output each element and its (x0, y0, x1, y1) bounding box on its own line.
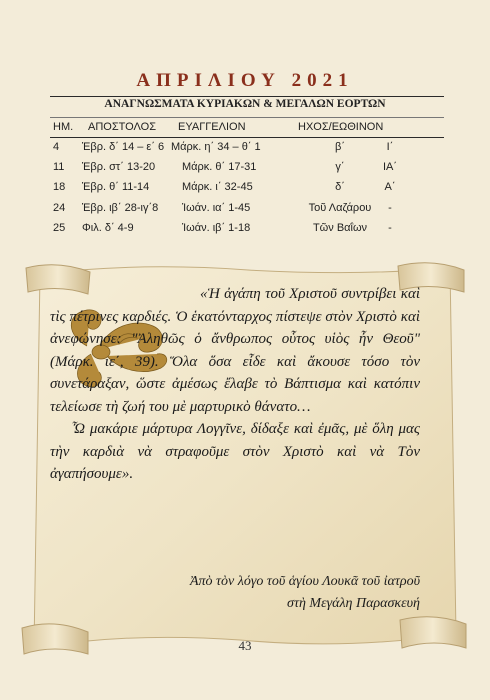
cell-evangelion: Ἰωάν. ιβ΄ 1-18 (182, 222, 251, 234)
cell-day: 11 (53, 161, 65, 173)
cell-apostolos: Ἑβρ. θ΄ 11-14 (82, 181, 150, 193)
cell-apostolos: Ἑβρ. στ΄ 13-20 (82, 161, 156, 173)
cell-day: 4 (53, 141, 60, 153)
table-row (0, 202, 490, 220)
cell-eothinon: Ι΄ (386, 141, 394, 153)
page-number: 43 (238, 638, 252, 653)
cell-evangelion: Μάρκ. ι΄ 32-45 (182, 181, 253, 193)
cell-echos: δ΄ (335, 181, 345, 193)
column-header-echos: ΗΧΟΣ/ΕΩΘΙΝΟΝ (298, 121, 384, 133)
table-row (0, 161, 490, 179)
cell-eothinon: ΙΑ΄ (382, 161, 398, 173)
quote-source (120, 571, 420, 615)
table-row (0, 141, 490, 159)
cell-apostolos: Ἑβρ. ιβ΄ 28-ιγ΄8 (82, 202, 159, 214)
cell-apostolos: Ἑβρ. δ΄ 14 – ε΄ 6 (82, 141, 165, 153)
cell-eothinon: Α΄ (384, 181, 396, 193)
divider-header (50, 137, 444, 138)
source-line-1: Ἀπὸ τὸν λόγο τοῦ ἁγίου Λουκᾶ τοῦ ἰατροῦ (189, 574, 420, 589)
quote-paragraph-1: «Ἡ ἀγάπη τοῦ Χριστοῦ συντρίβει καὶ τὶς πέτρινες καρδιές. Ὁ ἑκατόνταρχος πίστεψε στὸν Χριστὸ καὶ ἀνεφώνησε: "Ἀληθῶς ὁ ἄνθρωπος οὗτος υἱὸς ἦν Θεοῦ" (Μάρκ. ιε΄, 39). Ὅλα ὅσα εἶδε καὶ ἄκουσε τόσο τὸν συνετάραξαν, ὥστε ἀμέσως ἔλαβε τὸ Βάπτισμα καὶ κατόπιν τελείωσε τὴ ζωή του μὲ μαρτυρικὸ θάνατο… (50, 286, 420, 415)
cell-day: 24 (53, 202, 66, 214)
source-line-2: στὴ Μεγάλη Παρασκευή (287, 596, 420, 611)
cell-eothinon: - (388, 222, 392, 234)
cell-echos: Τοῦ Λαζάρου (308, 202, 372, 214)
cell-eothinon: - (388, 202, 392, 214)
cell-echos: β΄ (335, 141, 345, 153)
quote-paragraph-2: Ὦ μακάριε μάρτυρα Λογγῖνε, δίδαξε καὶ ἐμᾶς, μὲ ὅλη μας τὴν καρδιὰ νὰ στραφοῦμε στὸν Χριστὸ καὶ νὰ Τὸν ἀγαπήσουμε». (50, 421, 420, 482)
column-header-apostolos: ΑΠΟΣΤΟΛΟΣ (88, 121, 156, 133)
cell-apostolos: Φιλ. δ΄ 4-9 (82, 222, 134, 234)
quote-block (50, 283, 420, 486)
cell-evangelion: Ἰωάν. ια΄ 1-45 (182, 202, 251, 214)
divider-top (50, 96, 444, 97)
cell-evangelion: Μάρκ. η΄ 34 – θ΄ 1 (171, 141, 261, 153)
cell-evangelion: Μάρκ. θ΄ 17-31 (182, 161, 257, 173)
table-row (0, 181, 490, 199)
month-title: ΑΠΡΙΛΙΟΥ 2021 (136, 70, 354, 91)
cell-day: 18 (53, 181, 66, 193)
section-title: ΑΝΑΓΝΩΣΜΑΤΑ ΚΥΡΙΑΚΩΝ & ΜΕΓΑΛΩΝ ΕΟΡΤΩΝ (104, 98, 386, 110)
column-header-day: ΗΜ. (53, 121, 74, 133)
cell-echos: γ΄ (335, 161, 345, 173)
cell-echos: Τῶν Βαΐων (312, 222, 368, 234)
divider-middle (50, 117, 444, 118)
cell-day: 25 (53, 222, 66, 234)
column-header-evangelion: ΕΥΑΓΓΕΛΙΟΝ (178, 121, 246, 133)
table-row (0, 222, 490, 240)
